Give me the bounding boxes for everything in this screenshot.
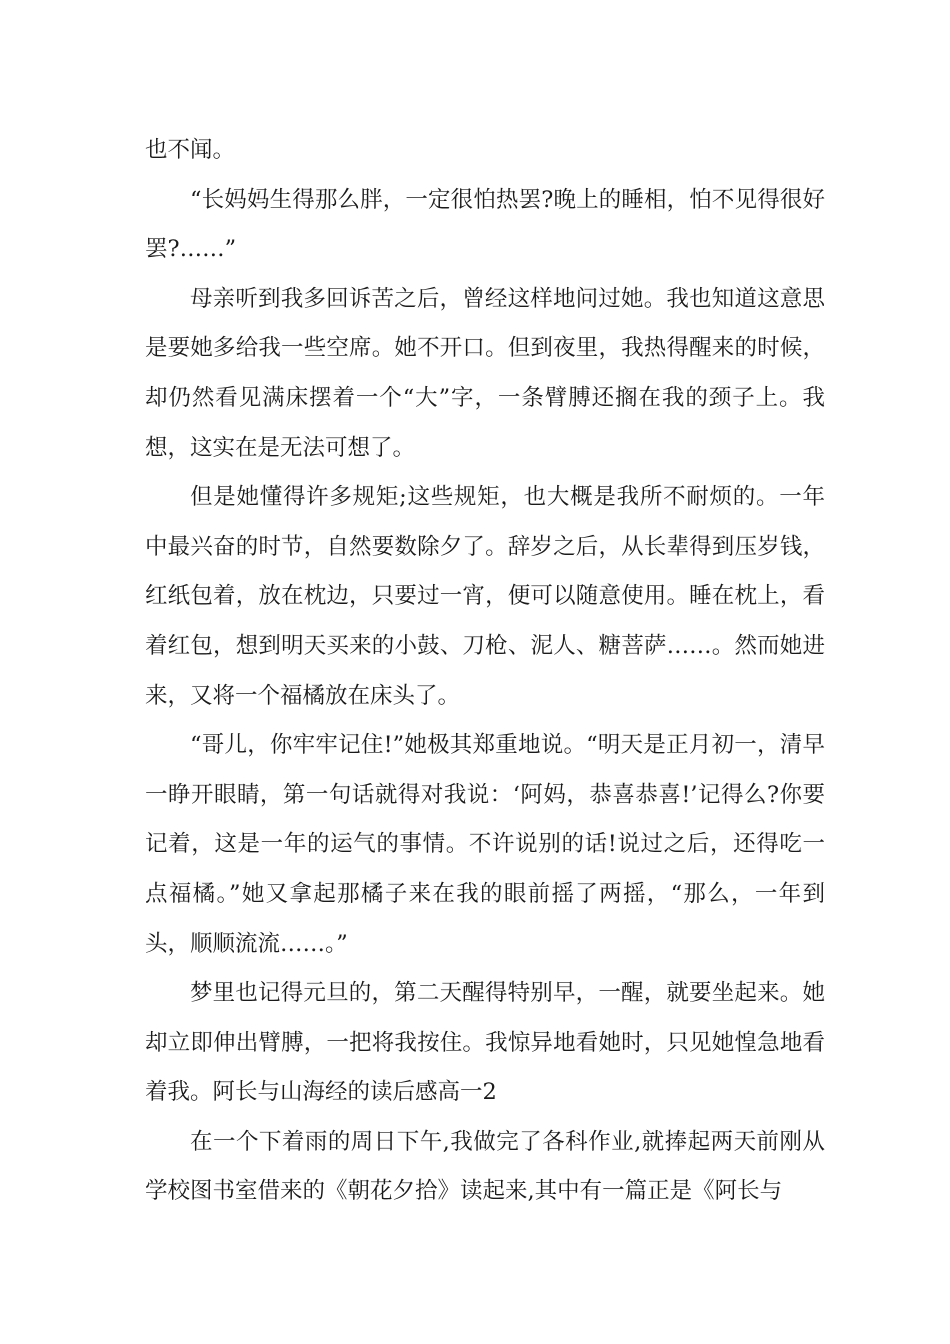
paragraph-5: “哥儿，你牢牢记住!”她极其郑重地说。“明天是正月初一，清早一睁开眼睛，第一句话就得对我说：‘阿妈，恭喜恭喜!’记得么?你要记着，这是一年的运气的事情。不许说别的话!说过之后，还得吃一点福橘。”她又拿起那橘子来在我的眼前摇了两摇，“那么，一年到头，顺顺流流……。”	[145, 732, 825, 957]
paragraph-3: 母亲听到我多回诉苦之后，曾经这样地问过她。我也知道这意思是要她多给我一些空席。她不开口。但到夜里，我热得醒来的时候，却仍然看见满床摆着一个“大”字，一条臂膊还搁在我的颈子上。我想，这实在是无法可想了。	[145, 285, 825, 461]
document-body	[145, 126, 825, 1217]
paragraph-4: 但是她懂得许多规矩;这些规矩，也大概是我所不耐烦的。一年中最兴奋的时节，自然要数除夕了。辞岁之后，从长辈得到压岁钱，红纸包着，放在枕边，只要过一宵，便可以随意使用。睡在枕上，看着红包，想到明天买来的小鼓、刀枪、泥人、糖菩萨……。然而她进来，又将一个福橘放在床头了。	[145, 484, 825, 709]
paragraph-6: 梦里也记得元旦的，第二天醒得特别早，一醒，就要坐起来。她却立即伸出臂膊，一把将我按住。我惊异地看她时，只见她惶急地看着我。阿长与山海经的读后感高一2	[145, 980, 825, 1106]
paragraph-7: 在一个下着雨的周日下午,我做完了各科作业,就捧起两天前刚从学校图书室借来的《朝花夕拾》读起来,其中有一篇正是《阿长与	[145, 1128, 825, 1205]
paragraph-1: 也不闻。	[145, 137, 236, 163]
paragraph-2: “长妈妈生得那么胖，一定很怕热罢?晚上的睡相，怕不见得很好罢?……”	[145, 186, 825, 263]
